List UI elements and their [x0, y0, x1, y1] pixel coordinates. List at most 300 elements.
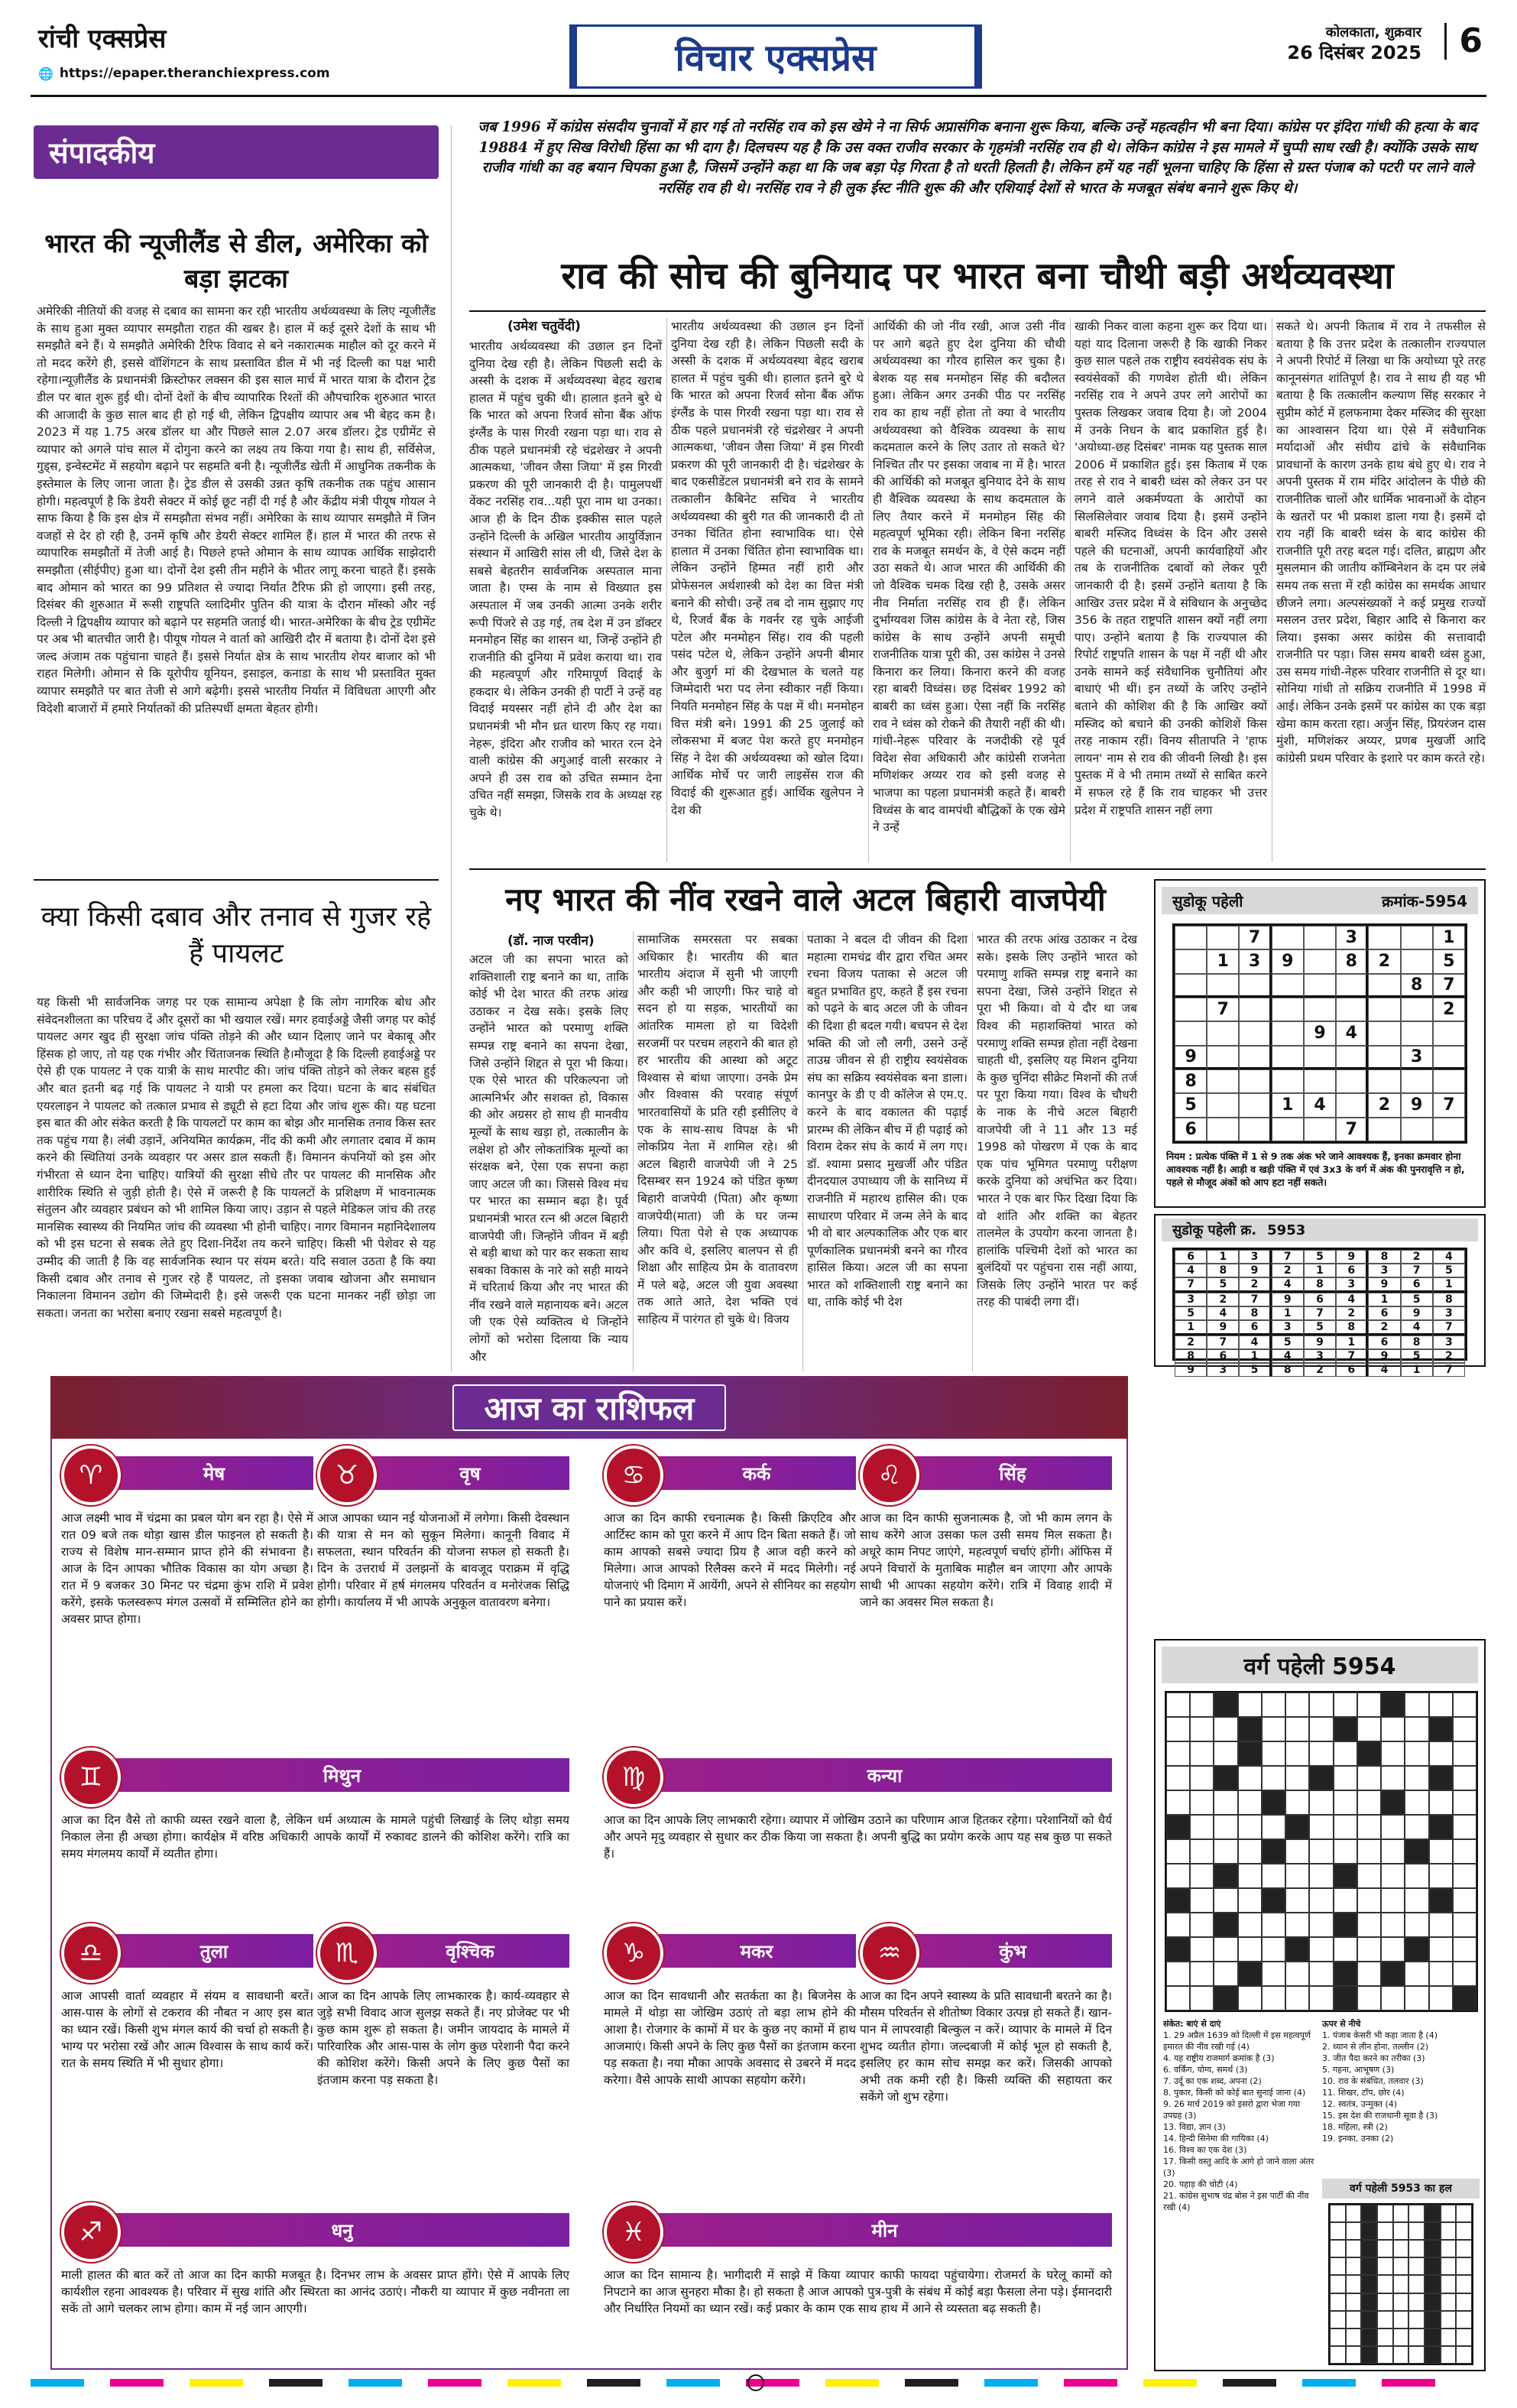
sudoku-cell[interactable]	[1304, 1046, 1336, 1069]
crossword-cell	[1425, 2240, 1441, 2257]
crossword-cell[interactable]	[1309, 1962, 1333, 1986]
sudoku-cell[interactable]: 2	[1368, 949, 1400, 973]
crossword-cell[interactable]	[1453, 1717, 1476, 1741]
crossword-cell[interactable]	[1381, 1741, 1405, 1766]
crossword-cell[interactable]	[1429, 1692, 1453, 1717]
crossword-cell[interactable]	[1190, 1815, 1214, 1839]
sudoku-cell: 1	[1207, 1250, 1239, 1264]
column-rule	[802, 931, 803, 1371]
rao-byline: (उमेश चतुर्वेदी)	[507, 319, 581, 334]
crossword-cell[interactable]	[1453, 1815, 1476, 1839]
column-rule	[666, 318, 667, 862]
crossword-cell[interactable]	[1166, 1937, 1190, 1962]
crossword-cell[interactable]	[1190, 1717, 1214, 1741]
crossword-cell[interactable]	[1285, 1888, 1309, 1913]
sudoku-cell[interactable]	[1336, 1069, 1368, 1093]
sudoku-cell[interactable]	[1207, 1093, 1239, 1117]
sudoku-cell: 7	[1207, 1335, 1239, 1349]
crossword-cell[interactable]	[1453, 1888, 1476, 1913]
crossword-cell[interactable]	[1309, 1839, 1333, 1864]
sudoku-cell[interactable]	[1368, 1118, 1400, 1141]
sudoku-cell[interactable]	[1239, 1118, 1271, 1141]
sudoku-cell: 4	[1401, 1320, 1433, 1335]
crossword-cell[interactable]	[1238, 1815, 1262, 1839]
sudoku-cell[interactable]	[1401, 1118, 1433, 1141]
crossword-cell[interactable]	[1214, 1741, 1237, 1766]
crossword-cell[interactable]	[1166, 1888, 1190, 1913]
sudoku-cell[interactable]	[1207, 1118, 1239, 1141]
section-banner	[569, 24, 982, 89]
crossword-cell[interactable]	[1214, 1864, 1237, 1888]
sudoku-cell[interactable]: 8	[1336, 949, 1368, 973]
crossword-cell[interactable]	[1334, 1692, 1357, 1717]
crossword-cell[interactable]	[1190, 1962, 1214, 1986]
crossword-cell[interactable]	[1357, 1790, 1381, 1815]
crossword-cell[interactable]	[1429, 1913, 1453, 1937]
sudoku-cell[interactable]	[1175, 998, 1207, 1021]
sudoku-cell[interactable]	[1272, 1046, 1304, 1069]
crossword-cell[interactable]	[1166, 1864, 1190, 1888]
crossword-cell[interactable]	[1285, 1937, 1309, 1962]
crossword-cell[interactable]	[1429, 1986, 1453, 2010]
crossword-cell[interactable]	[1334, 1717, 1357, 1741]
sudoku-cell[interactable]: 1	[1433, 926, 1465, 949]
crossword-cell[interactable]	[1334, 1815, 1357, 1839]
crossword-cell[interactable]	[1429, 1717, 1453, 1741]
crossword-cell[interactable]	[1285, 1790, 1309, 1815]
sudoku-cell[interactable]: 8	[1175, 1069, 1207, 1093]
sudoku-cell[interactable]	[1433, 1046, 1465, 1069]
crossword-cell[interactable]	[1453, 1962, 1476, 1986]
crossword-cell[interactable]	[1334, 1741, 1357, 1766]
sudoku-cell[interactable]	[1401, 926, 1433, 949]
crossword-cell[interactable]	[1214, 1913, 1237, 1937]
sudoku-cell[interactable]	[1239, 974, 1271, 998]
sudoku-solution-grid	[1172, 1248, 1467, 1376]
rashi-header: कुंभ	[913, 1934, 1112, 1968]
crossword-cell[interactable]	[1285, 1913, 1309, 1937]
crossword-cell[interactable]	[1357, 1741, 1381, 1766]
sudoku-cell: 7	[1175, 1277, 1207, 1293]
crossword-cell[interactable]	[1190, 1766, 1214, 1790]
crossword-cell[interactable]	[1214, 1962, 1237, 1986]
color-bar	[428, 2379, 481, 2387]
sudoku-cell[interactable]: 4	[1336, 1021, 1368, 1045]
crossword-cell[interactable]	[1309, 1815, 1333, 1839]
crossword-box	[1154, 1639, 1486, 2371]
crossword-cell[interactable]	[1381, 1937, 1405, 1962]
crossword-cell	[1408, 2205, 1425, 2222]
crossword-cell[interactable]	[1453, 1741, 1476, 1766]
sudoku-cell[interactable]: 9	[1401, 1093, 1433, 1117]
sudoku-cell[interactable]	[1207, 926, 1239, 949]
crossword-cell[interactable]	[1405, 1790, 1428, 1815]
sudoku-cell: 6	[1336, 1264, 1368, 1277]
crossword-cell[interactable]	[1214, 1717, 1237, 1741]
crossword-cell[interactable]	[1357, 1913, 1381, 1937]
crossword-cell[interactable]	[1357, 1692, 1381, 1717]
color-bar	[905, 2379, 958, 2387]
crossword-cell[interactable]	[1166, 1766, 1190, 1790]
crossword-cell[interactable]	[1381, 1986, 1405, 2010]
sudoku-cell[interactable]	[1175, 926, 1207, 949]
sudoku-cell[interactable]	[1304, 949, 1336, 973]
crossword-cell	[1346, 2346, 1362, 2364]
crossword-cell[interactable]	[1381, 1815, 1405, 1839]
crossword-cell[interactable]	[1238, 1766, 1262, 1790]
sudoku-cell[interactable]	[1368, 1046, 1400, 1069]
crossword-cell[interactable]	[1309, 1790, 1333, 1815]
crossword-cell[interactable]	[1238, 1864, 1262, 1888]
crossword-cell[interactable]	[1405, 1839, 1428, 1864]
sudoku-cell[interactable]	[1207, 1021, 1239, 1045]
crossword-cell[interactable]	[1429, 1962, 1453, 1986]
sudoku-cell[interactable]: 3	[1336, 926, 1368, 949]
sudoku-cell[interactable]: 1	[1272, 1093, 1304, 1117]
crossword-cell[interactable]	[1357, 1815, 1381, 1839]
crossword-cell[interactable]	[1309, 1717, 1333, 1741]
crossword-cell[interactable]	[1357, 1937, 1381, 1962]
crossword-cell[interactable]	[1357, 1717, 1381, 1741]
crossword-cell[interactable]	[1285, 1766, 1309, 1790]
crossword-cell[interactable]	[1309, 1741, 1333, 1766]
crossword-cell[interactable]	[1214, 1790, 1237, 1815]
sudoku-cell[interactable]	[1433, 1069, 1465, 1093]
sudoku-cell[interactable]: 1	[1207, 949, 1239, 973]
crossword-cell[interactable]	[1453, 1766, 1476, 1790]
crossword-cell[interactable]	[1214, 1888, 1237, 1913]
sudoku-cell[interactable]: 6	[1175, 1118, 1207, 1141]
crossword-cell[interactable]	[1405, 1864, 1428, 1888]
sudoku-cell[interactable]: 7	[1433, 1093, 1465, 1117]
sudoku-cell[interactable]	[1272, 1021, 1304, 1045]
crossword-cell[interactable]	[1238, 1839, 1262, 1864]
crossword-cell[interactable]	[1429, 1864, 1453, 1888]
sudoku-cell[interactable]	[1304, 998, 1336, 1021]
crossword-cell[interactable]	[1262, 1741, 1285, 1766]
sudoku-cell[interactable]	[1175, 949, 1207, 973]
crossword-cell[interactable]	[1238, 1717, 1262, 1741]
crossword-cell[interactable]	[1285, 1692, 1309, 1717]
rashi-prediction: आज का दिन काफी रचनात्मक है। किसी क्रिएटिव और आर्टिस्ट काम को पूरा करने में आप दिन बिता सकते हैं। जो काम आपको सबसे ज्यादा प्रिय है आज वही करने को मिलेगा। आज आपको रिलैक्स करने में मदद मिलेगी। नई योजनाएं भी दिमाग में आयेंगी, अपने से सीनियर का सहयोग पाने का प्रयास करें।	[604, 1511, 856, 1609]
crossword-cell[interactable]	[1334, 1986, 1357, 2010]
crossword-cell	[1393, 2222, 1409, 2240]
crossword-cell[interactable]	[1262, 1937, 1285, 1962]
crossword-cell[interactable]	[1238, 1986, 1262, 2010]
sudoku-cell[interactable]	[1272, 974, 1304, 998]
sudoku-cell: 9	[1368, 1349, 1400, 1363]
crossword-cell[interactable]	[1381, 1913, 1405, 1937]
sudoku-cell[interactable]: 9	[1175, 1046, 1207, 1069]
crossword-cell[interactable]	[1405, 1692, 1428, 1717]
crossword-cell[interactable]	[1381, 1864, 1405, 1888]
sudoku-cell[interactable]	[1272, 926, 1304, 949]
crossword-cell[interactable]	[1262, 1766, 1285, 1790]
crossword-cell[interactable]	[1166, 1962, 1190, 1986]
sudoku-cell[interactable]	[1272, 1118, 1304, 1141]
crossword-cell[interactable]	[1453, 1692, 1476, 1717]
crossword-cell[interactable]	[1166, 1815, 1190, 1839]
crossword-cell[interactable]	[1381, 1962, 1405, 1986]
crossword-cell	[1393, 2311, 1409, 2328]
crossword-cell[interactable]	[1405, 1741, 1428, 1766]
crossword-cell[interactable]	[1405, 1766, 1428, 1790]
sudoku-cell[interactable]	[1336, 974, 1368, 998]
crossword-cell[interactable]	[1166, 1986, 1190, 2010]
sudoku-header	[1162, 887, 1478, 914]
crossword-cell[interactable]	[1405, 1937, 1428, 1962]
crossword-cell[interactable]	[1405, 1962, 1428, 1986]
crossword-cell[interactable]	[1166, 1790, 1190, 1815]
crossword-cell[interactable]	[1429, 1888, 1453, 1913]
sudoku-cell[interactable]: 5	[1175, 1093, 1207, 1117]
crossword-cell[interactable]	[1285, 1864, 1309, 1888]
crossword-cell[interactable]	[1334, 1766, 1357, 1790]
crossword-cell[interactable]	[1285, 1962, 1309, 1986]
crossword-cell[interactable]	[1309, 1766, 1333, 1790]
crossword-cell[interactable]	[1190, 1692, 1214, 1717]
sudoku-cell[interactable]: 2	[1368, 1093, 1400, 1117]
sudoku-cell[interactable]	[1239, 1046, 1271, 1069]
sudoku-cell[interactable]	[1368, 926, 1400, 949]
crossword-clue: 9. 26 मार्च 2019 को इसरो द्वारा भेजा गया उपग्रह (3)	[1163, 2099, 1301, 2121]
crossword-cell[interactable]	[1285, 1741, 1309, 1766]
crossword-cell[interactable]	[1238, 1741, 1262, 1766]
sudoku-cell[interactable]	[1368, 974, 1400, 998]
sudoku-cell[interactable]	[1239, 998, 1271, 1021]
sudoku-cell[interactable]	[1304, 1069, 1336, 1093]
crossword-cell[interactable]	[1334, 1937, 1357, 1962]
crossword-cell[interactable]	[1429, 1766, 1453, 1790]
zodiac-icon: ♍	[604, 1748, 663, 1807]
crossword-cell	[1425, 2222, 1441, 2240]
crossword-cell[interactable]	[1214, 1937, 1237, 1962]
crossword-cell[interactable]	[1190, 1986, 1214, 2010]
column-rule	[633, 931, 634, 1371]
sudoku-cell[interactable]: 7	[1239, 926, 1271, 949]
crossword-cell[interactable]	[1309, 1937, 1333, 1962]
sudoku-cell[interactable]	[1304, 974, 1336, 998]
sudoku-cell[interactable]	[1175, 974, 1207, 998]
crossword-cell[interactable]	[1357, 1962, 1381, 1986]
sudoku-cell: 3	[1239, 1250, 1271, 1264]
sudoku-cell[interactable]	[1368, 998, 1400, 1021]
crossword-cell[interactable]	[1262, 1913, 1285, 1937]
sudoku-cell[interactable]	[1207, 974, 1239, 998]
crossword-cell[interactable]	[1166, 1692, 1190, 1717]
sudoku-cell[interactable]: 9	[1272, 949, 1304, 973]
sudoku-cell[interactable]	[1175, 1021, 1207, 1045]
crossword-cell[interactable]	[1381, 1888, 1405, 1913]
crossword-cell[interactable]	[1238, 1888, 1262, 1913]
crossword-cell[interactable]	[1238, 1790, 1262, 1815]
crossword-cell[interactable]	[1214, 1692, 1237, 1717]
crossword-cell[interactable]	[1429, 1937, 1453, 1962]
sudoku-cell[interactable]: 9	[1304, 1021, 1336, 1045]
sudoku-grid[interactable]	[1172, 923, 1467, 1144]
sudoku-cell[interactable]	[1207, 1069, 1239, 1093]
sudoku-cell[interactable]	[1368, 1069, 1400, 1093]
rashi-prediction: आज आपका ध्यान नई योजनाओं में लगेगा। किसी देवस्थान की यात्रा से मन को सुकून मिलेगा। कानूनी विवाद में सफलता, स्थान परिवर्तन की योजना सफल हो सकती है। दिन के उत्तरार्ध में उलझनों के बावजूद पराक्रम में वृद्धि होगी। परिवार में हर्ष मंगलमय परिवर्तन व मनोरंजक सिद्धि होगी। कार्यालय में भी आपके अनुकूल वातावरण बनेगा।	[317, 1511, 569, 1609]
crossword-cell[interactable]	[1453, 1986, 1476, 2010]
crossword-cell[interactable]	[1285, 1986, 1309, 2010]
sudoku-cell: 4	[1272, 1277, 1304, 1293]
crossword-cell	[1456, 2240, 1472, 2257]
crossword-cell[interactable]	[1405, 1888, 1428, 1913]
crossword-cell[interactable]	[1238, 1937, 1262, 1962]
sudoku-cell[interactable]	[1336, 1046, 1368, 1069]
crossword-cell[interactable]	[1405, 1815, 1428, 1839]
crossword-cell[interactable]	[1381, 1717, 1405, 1741]
sudoku-cell[interactable]: 3	[1401, 1046, 1433, 1069]
crossword-cell[interactable]	[1357, 1766, 1381, 1790]
crossword-cell[interactable]	[1429, 1790, 1453, 1815]
crossword-cell[interactable]	[1334, 1913, 1357, 1937]
crossword-cell[interactable]	[1405, 1986, 1428, 2010]
crossword-cell[interactable]	[1190, 1839, 1214, 1864]
crossword-cell[interactable]	[1381, 1839, 1405, 1864]
crossword-cell[interactable]	[1334, 1790, 1357, 1815]
crossword-cell[interactable]	[1238, 1692, 1262, 1717]
crossword-cell[interactable]	[1357, 1839, 1381, 1864]
crossword-cell[interactable]	[1166, 1839, 1190, 1864]
crossword-cell[interactable]	[1214, 1766, 1237, 1790]
crossword-cell[interactable]	[1238, 1913, 1262, 1937]
crossword-cell	[1361, 2222, 1377, 2240]
crossword-cell[interactable]	[1214, 1986, 1237, 2010]
crossword-cell	[1425, 2328, 1441, 2346]
sudoku-cell[interactable]	[1433, 1118, 1465, 1141]
crossword-cell	[1330, 2222, 1346, 2240]
crossword-cell	[1456, 2205, 1472, 2222]
sudoku-cell: 9	[1304, 1335, 1336, 1349]
crossword-cell[interactable]	[1190, 1937, 1214, 1962]
sudoku-cell[interactable]: 7	[1207, 998, 1239, 1021]
crossword-cell[interactable]	[1309, 1888, 1333, 1913]
crossword-cell[interactable]	[1262, 1986, 1285, 2010]
crossword-cell[interactable]	[1285, 1815, 1309, 1839]
sudoku-cell[interactable]	[1401, 998, 1433, 1021]
crossword-cell	[1393, 2257, 1409, 2275]
crossword-cell[interactable]	[1262, 1888, 1285, 1913]
crossword-cell[interactable]	[1381, 1766, 1405, 1790]
crossword-cell[interactable]	[1309, 1913, 1333, 1937]
crossword-cell[interactable]	[1214, 1839, 1237, 1864]
sudoku-cell: 9	[1401, 1306, 1433, 1320]
zodiac-icon: ♊	[61, 1748, 121, 1807]
crossword-cell[interactable]	[1166, 1717, 1190, 1741]
rashifal-banner	[50, 1376, 1128, 1439]
sudoku-cell[interactable]	[1401, 949, 1433, 973]
crossword-cell[interactable]	[1429, 1815, 1453, 1839]
sudoku-cell[interactable]	[1272, 998, 1304, 1021]
sudoku-cell[interactable]	[1304, 926, 1336, 949]
sudoku-cell[interactable]	[1304, 1118, 1336, 1141]
sudoku-cell[interactable]	[1239, 1021, 1271, 1045]
sudoku-cell[interactable]	[1433, 1021, 1465, 1045]
sudoku-cell[interactable]: 5	[1433, 949, 1465, 973]
crossword-cell[interactable]	[1334, 1864, 1357, 1888]
sudoku-cell[interactable]	[1272, 1069, 1304, 1093]
sudoku-cell[interactable]: 8	[1401, 974, 1433, 998]
crossword-cell[interactable]	[1309, 1864, 1333, 1888]
crossword-cell[interactable]	[1262, 1864, 1285, 1888]
crossword-cell[interactable]	[1357, 1986, 1381, 2010]
sudoku-cell[interactable]	[1401, 1069, 1433, 1093]
crossword-cell[interactable]	[1429, 1839, 1453, 1864]
crossword-cell	[1330, 2257, 1346, 2275]
crossword-cell[interactable]	[1334, 1962, 1357, 1986]
crossword-cell[interactable]	[1166, 1913, 1190, 1937]
crossword-cell[interactable]	[1453, 1790, 1476, 1815]
color-bar	[507, 2379, 561, 2387]
crossword-cell[interactable]	[1214, 1815, 1237, 1839]
epaper-link[interactable]: 🌐 https://epaper.theranchiexpress.com	[38, 66, 330, 81]
crossword-cell[interactable]	[1190, 1888, 1214, 1913]
sudoku-code: क्रमांक-5954	[1382, 891, 1467, 910]
crossword-cell[interactable]	[1285, 1717, 1309, 1741]
crossword-cell[interactable]	[1166, 1741, 1190, 1766]
crossword-cell[interactable]	[1190, 1913, 1214, 1937]
crossword-cell[interactable]	[1190, 1790, 1214, 1815]
crossword-cell[interactable]	[1334, 1839, 1357, 1864]
sudoku-cell[interactable]	[1401, 1021, 1433, 1045]
crossword-cell[interactable]	[1453, 1864, 1476, 1888]
sudoku-cell[interactable]: 7	[1433, 974, 1465, 998]
crossword-cell[interactable]	[1309, 1986, 1333, 2010]
crossword-cell[interactable]	[1381, 1790, 1405, 1815]
sudoku-cell: 1	[1272, 1306, 1304, 1320]
sudoku-cell[interactable]: 4	[1304, 1093, 1336, 1117]
crossword-cell	[1346, 2205, 1362, 2222]
sudoku-cell[interactable]	[1207, 1046, 1239, 1069]
crossword-cell[interactable]	[1334, 1888, 1357, 1913]
sudoku-cell[interactable]: 3	[1239, 949, 1271, 973]
crossword-cell[interactable]	[1262, 1692, 1285, 1717]
sudoku-cell[interactable]	[1239, 1093, 1271, 1117]
crossword-cell[interactable]	[1453, 1839, 1476, 1864]
crossword-cell[interactable]	[1381, 1692, 1405, 1717]
sudoku-cell[interactable]	[1336, 998, 1368, 1021]
sudoku-cell[interactable]	[1336, 1093, 1368, 1117]
rashi-header: मेष	[115, 1456, 313, 1490]
crossword-cell[interactable]	[1357, 1888, 1381, 1913]
crossword-grid[interactable]	[1165, 1691, 1478, 2012]
crossword-cell[interactable]	[1262, 1962, 1285, 1986]
crossword-cell[interactable]	[1405, 1717, 1428, 1741]
crossword-cell[interactable]	[1262, 1790, 1285, 1815]
crossword-cell	[1346, 2293, 1362, 2311]
crossword-cell[interactable]	[1357, 1864, 1381, 1888]
crossword-cell[interactable]	[1453, 1937, 1476, 1962]
crossword-cell[interactable]	[1453, 1913, 1476, 1937]
crossword-cell[interactable]	[1262, 1815, 1285, 1839]
sudoku-cell[interactable]: 7	[1336, 1118, 1368, 1141]
crossword-cell[interactable]	[1405, 1913, 1428, 1937]
crossword-cell[interactable]	[1238, 1962, 1262, 1986]
sudoku-cell[interactable]	[1239, 1069, 1271, 1093]
sudoku-cell[interactable]	[1368, 1021, 1400, 1045]
sudoku-cell[interactable]: 2	[1433, 998, 1465, 1021]
crossword-cell[interactable]	[1190, 1864, 1214, 1888]
crossword-cell[interactable]	[1429, 1741, 1453, 1766]
crossword-cell[interactable]	[1262, 1717, 1285, 1741]
crossword-cell[interactable]	[1262, 1839, 1285, 1864]
crossword-clue: 1. 29 अप्रैल 1639 को दिल्ली में इस महत्वपूर्ण इमारत की नींव रखी गई (4)	[1163, 2030, 1311, 2052]
crossword-cell[interactable]	[1309, 1692, 1333, 1717]
crossword-cell[interactable]	[1285, 1839, 1309, 1864]
crossword-cell[interactable]	[1190, 1741, 1214, 1766]
